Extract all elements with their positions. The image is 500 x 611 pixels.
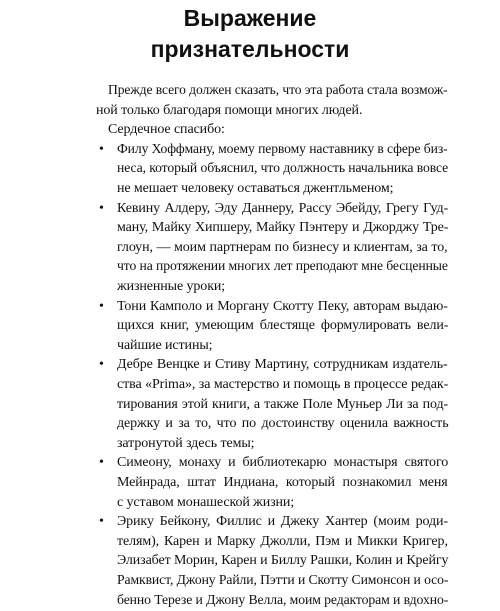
list-item-line: не мешает человеку оставаться джентльменом;	[117, 181, 394, 196]
list-item-line: что на протяжении многих лет преподают мне бесценные	[117, 259, 448, 275]
list-item-line: глоун, — моим партнерам по бизнесу и клиентам, за то,	[117, 239, 448, 255]
list-item-line: Филу Хоффману, моему первому наставнику в сфере биз-	[117, 141, 448, 157]
intro-line: ной только благодаря помощи многих людей.	[96, 102, 363, 118]
intro-line: Сердечное спасибо:	[108, 122, 225, 138]
list-item-line: Эрику Бейкону, Филлис и Джеку Хантер (моим роди-	[117, 514, 448, 530]
list-item-line: Тони Камполо и Моргану Скотту Пеку, авторам выдаю-	[117, 298, 448, 314]
bullet-marker: •	[99, 455, 104, 471]
bullet-marker: •	[99, 357, 104, 373]
list-item-line: Дебре Венцке и Стиву Мартину, сотрудникам издатель-	[117, 357, 448, 373]
list-item-line: Симеону, монаху и библиотекарю монастыря святого	[117, 455, 449, 471]
list-item-line: ства «Prima», за мастерство и помощь в процессе редак-	[117, 377, 449, 392]
list-item-line: тирования этой книги, а также Поле Муньер Ли за под-	[117, 396, 449, 412]
page-title-line-1: Выражение	[183, 5, 317, 31]
page-title-line-2: признательности	[150, 36, 350, 62]
bullet-marker: •	[99, 514, 104, 530]
list-item-line: телям), Карен и Марку Джолли, Пэм и Микки Кригер,	[117, 533, 448, 549]
intro-line: Прежде всего должен сказать, что эта работа стала возмож-	[108, 83, 448, 98]
list-item-line: Элизабет Морин, Карен и Биллу Рашки, Колин и Крейгу	[117, 553, 449, 569]
bullet-marker: •	[99, 298, 104, 314]
list-item-line: ману, Майку Хипшеру, Майку Пэнтеру и Джорджу Тре-	[117, 220, 449, 236]
list-item-line: держку и за то, что по достоинству оценила важность	[117, 416, 449, 432]
list-item-line: Рамквист, Джону Райли, Пэтти и Скотту Симонсон и осо-	[117, 573, 449, 588]
list-item-line: Кевину Алдеру, Эду Даннеру, Рассу Эбейду, Грегу Гуд-	[117, 200, 449, 216]
bullet-marker: •	[99, 141, 104, 157]
list-item-line: затронутой здесь темы;	[117, 435, 255, 451]
list-item-line: Мейнрада, штат Индиана, который познакомил меня	[117, 475, 448, 490]
list-item-line: с уставом монашеской жизни;	[117, 494, 295, 510]
list-item-line: неса, который объяснил, что должность начальника вовсе	[117, 161, 449, 177]
list-item-line: жизненные уроки;	[117, 279, 226, 294]
bullet-marker: •	[99, 200, 104, 216]
list-item-line: бенно Терезе и Джону Велла, моим редакторам и вдохно-	[117, 592, 449, 608]
list-item-line: чайшие истины;	[117, 337, 213, 353]
list-item-line: щихся книг, умеющим блестяще формулировать вели-	[117, 318, 449, 334]
